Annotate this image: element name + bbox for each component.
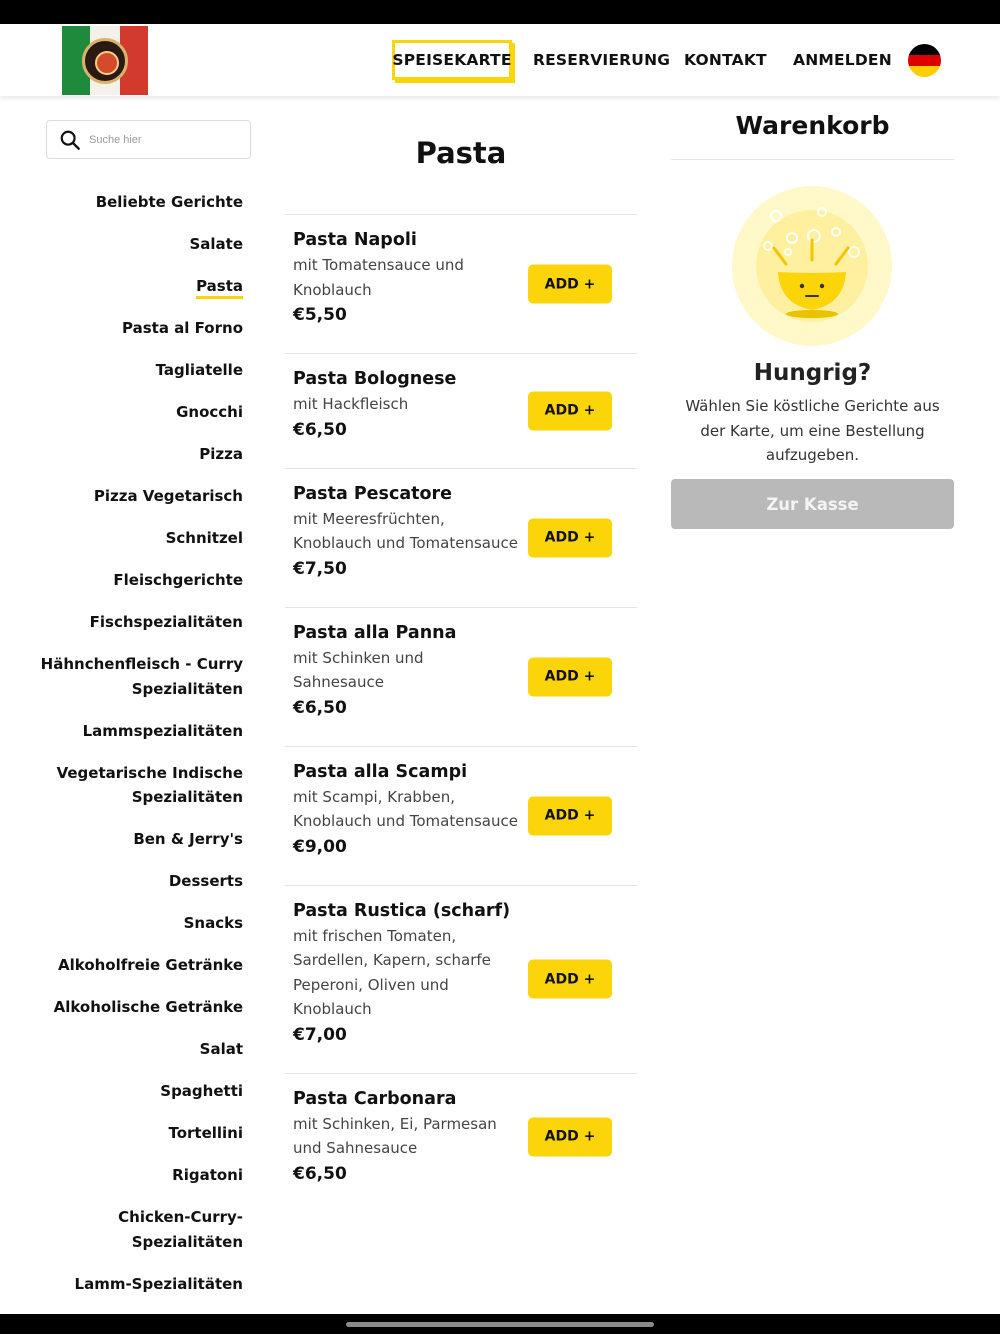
menu-item-description: mit Meeresfrüchten, Knoblauch und Tomatensauce [293,509,518,552]
category-label: Salat [199,1040,243,1058]
category-item[interactable] [40,610,243,635]
category-label: Rigatoni [172,1166,243,1184]
category-item[interactable] [40,442,243,467]
category-label: Pizza Vegetarisch [93,487,243,505]
add-to-cart-button[interactable]: ADD + [528,796,612,835]
menu-item-name: Pasta Pescatore [293,483,453,504]
add-to-cart-button[interactable]: ADD + [528,1117,612,1156]
menu-item-info [293,898,518,1048]
section-title: Pasta [415,136,507,170]
category-label: Schnitzel [165,529,243,547]
category-label: Gnocchi [176,403,243,421]
menu-item-name: Pasta Napoli [293,230,417,250]
status-bar [0,0,1000,24]
menu-item [285,214,637,353]
menu-item-price: €5,50 [293,305,347,325]
menu-item-price: €6,50 [293,419,347,440]
category-item[interactable] [40,761,243,810]
menu-item [285,353,637,468]
category-item[interactable] [40,274,243,299]
menu-item-description: mit Schinken und Sahnesauce [293,648,424,691]
restaurant-logo[interactable] [62,26,148,95]
menu-item-price: €9,00 [293,836,347,857]
menu-item-description: mit Scampi, Krabben, Knoblauch und Tomatensauce [293,787,518,830]
category-label: Lamm-Spezialitäten [74,1274,243,1293]
add-to-cart-button[interactable]: ADD + [528,391,612,430]
category-item[interactable] [40,358,243,383]
cart-empty-heading: Hungrig? [753,360,872,386]
menu-item-price: €6,50 [293,1163,347,1184]
menu-item-info [293,366,518,443]
menu-item-list [285,214,637,1200]
category-label: Tagliatelle [155,361,243,379]
menu-item-info [293,227,518,328]
cart-title: Warenkorb [671,108,954,160]
category-item[interactable] [40,526,243,551]
add-to-cart-button[interactable]: ADD + [528,265,612,304]
category-label: Lammspezialitäten [82,721,243,740]
menu-item-name: Pasta Rustica (scharf) [293,900,511,921]
nav-kontakt[interactable]: KONTAKT [684,51,767,69]
nav-anmelden[interactable]: ANMELDEN [793,51,892,69]
category-item[interactable] [40,1163,243,1188]
category-item[interactable] [40,484,243,509]
menu-item-description: mit Hackfleisch [293,395,409,413]
category-item[interactable] [40,1272,243,1297]
menu-item-name: Pasta Bolognese [293,369,457,389]
search-input[interactable] [89,134,239,146]
add-to-cart-button[interactable]: ADD + [528,960,612,999]
menu-item [285,1073,637,1200]
category-label: Alkoholische Getränke [53,998,243,1016]
category-label: Pasta al Forno [122,319,243,337]
category-label: Tortellini [168,1124,243,1142]
menu-item-name: Pasta Carbonara [293,1088,457,1109]
category-item[interactable] [40,1037,243,1062]
menu-item [285,468,637,607]
menu-item-price: €7,50 [293,558,347,579]
category-label: Pizza [199,445,243,463]
menu-item-price: €7,00 [293,1024,347,1045]
add-to-cart-button[interactable]: ADD + [528,657,612,696]
search-icon [59,129,81,151]
category-item[interactable] [40,400,243,425]
cart-empty-text: Wählen Sie köstliche Gerichte aus der Karte, um eine Bestellung aufzugeben. [685,397,940,464]
home-indicator [346,1322,654,1327]
category-label: Desserts [168,872,243,890]
category-item[interactable] [40,719,243,744]
menu-item [285,885,637,1073]
category-label: Fleischgerichte [113,571,243,589]
category-item[interactable] [40,652,243,701]
search-box[interactable] [46,120,251,159]
menu-item-info [293,620,518,721]
category-label: Snacks [183,914,243,932]
category-label: Salate [189,235,243,253]
category-item[interactable] [40,232,243,257]
category-item[interactable] [40,316,243,341]
menu-item-info [293,759,518,860]
nav-speisekarte[interactable]: SPEISEKARTE [392,40,512,80]
category-label: Fischspezialitäten [89,613,243,631]
category-item[interactable] [40,190,243,215]
category-item[interactable] [40,953,243,978]
category-label: Vegetarische Indische Spezialitäten [56,763,243,806]
menu-item-description: mit Schinken, Ei, Parmesan und Sahnesauce [293,1114,497,1157]
site-header [0,24,1000,96]
menu-item-name: Pasta alla Panna [293,622,457,643]
menu-item [285,746,637,885]
menu-item-description: mit Tomatensauce und Knoblauch [293,256,464,299]
hungry-bowl-icon [732,186,892,346]
menu-item [285,607,637,746]
category-label: Hähnchenfleisch - Curry Spezialitäten [40,655,243,698]
category-item[interactable] [40,1205,243,1254]
category-item[interactable] [40,827,243,852]
category-label: Ben & Jerry's [133,830,243,848]
category-item[interactable] [40,1121,243,1146]
menu-item-description: mit frischen Tomaten, Sardellen, Kapern, scharfe Peperoni, Oliven und Knoblauch [293,926,491,1018]
germany-flag-icon[interactable] [908,44,941,77]
nav-reservierung[interactable]: RESERVIERUNG [533,51,671,69]
category-sidebar [40,190,243,1314]
cart-panel [671,108,954,514]
checkout-button[interactable]: Zur Kasse [671,479,954,529]
category-item[interactable] [40,995,243,1020]
add-to-cart-button[interactable]: ADD + [528,518,612,557]
category-item[interactable] [40,1079,243,1104]
category-label: Beliebte Gerichte [95,193,243,211]
category-label: Alkoholfreie Getränke [58,956,243,974]
category-item[interactable] [40,869,243,894]
category-label: Chicken-Curry-Spezialitäten [118,1208,243,1251]
menu-item-name: Pasta alla Scampi [293,761,468,782]
menu-item-info [293,481,518,582]
category-item[interactable] [40,911,243,936]
menu-item-info [293,1086,518,1187]
category-label: Spaghetti [160,1082,243,1100]
category-item[interactable] [40,568,243,593]
menu-item-price: €6,50 [293,697,347,718]
category-label: Pasta [196,277,243,299]
